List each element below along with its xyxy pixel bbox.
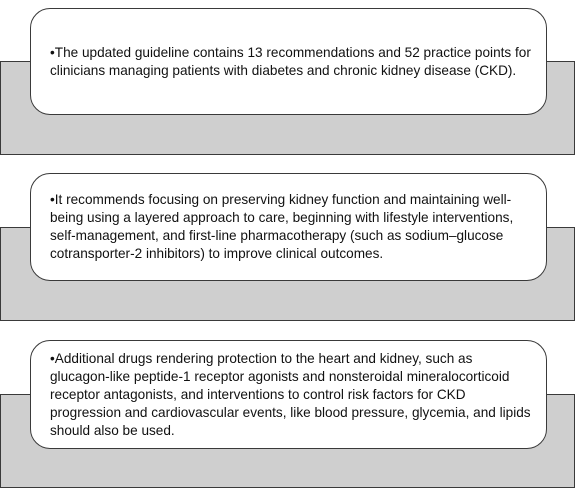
callout-box-1 (30, 8, 547, 115)
callout-text-1: •The updated guideline contains 13 recommendations and 52 practice points for clinicians managing patients with diabetes and chronic kidney disease (CKD). (50, 44, 531, 78)
callout-box-2 (30, 173, 547, 281)
callout-text-2: •It recommends focusing on preserving kidney function and maintaining well-being using a layered approach to care, beginning with lifestyle interventions, self-management, and first-line pharmacotherapy (such as sodium–glucose cotransporter-2 inhibitors) to improve clinical outcomes. (50, 192, 514, 261)
callout-text-3: •Additional drugs rendering protection to the heart and kidney, such as glucagon-like peptide-1 receptor agonists and nonsteroidal mineralocorticoid receptor antagonists, and interventions to control risk factors for CKD progression and cardiovascular events, like blood pressure, glycemia, and lipids should also be used. (50, 350, 531, 438)
callout-box-3 (30, 340, 547, 449)
